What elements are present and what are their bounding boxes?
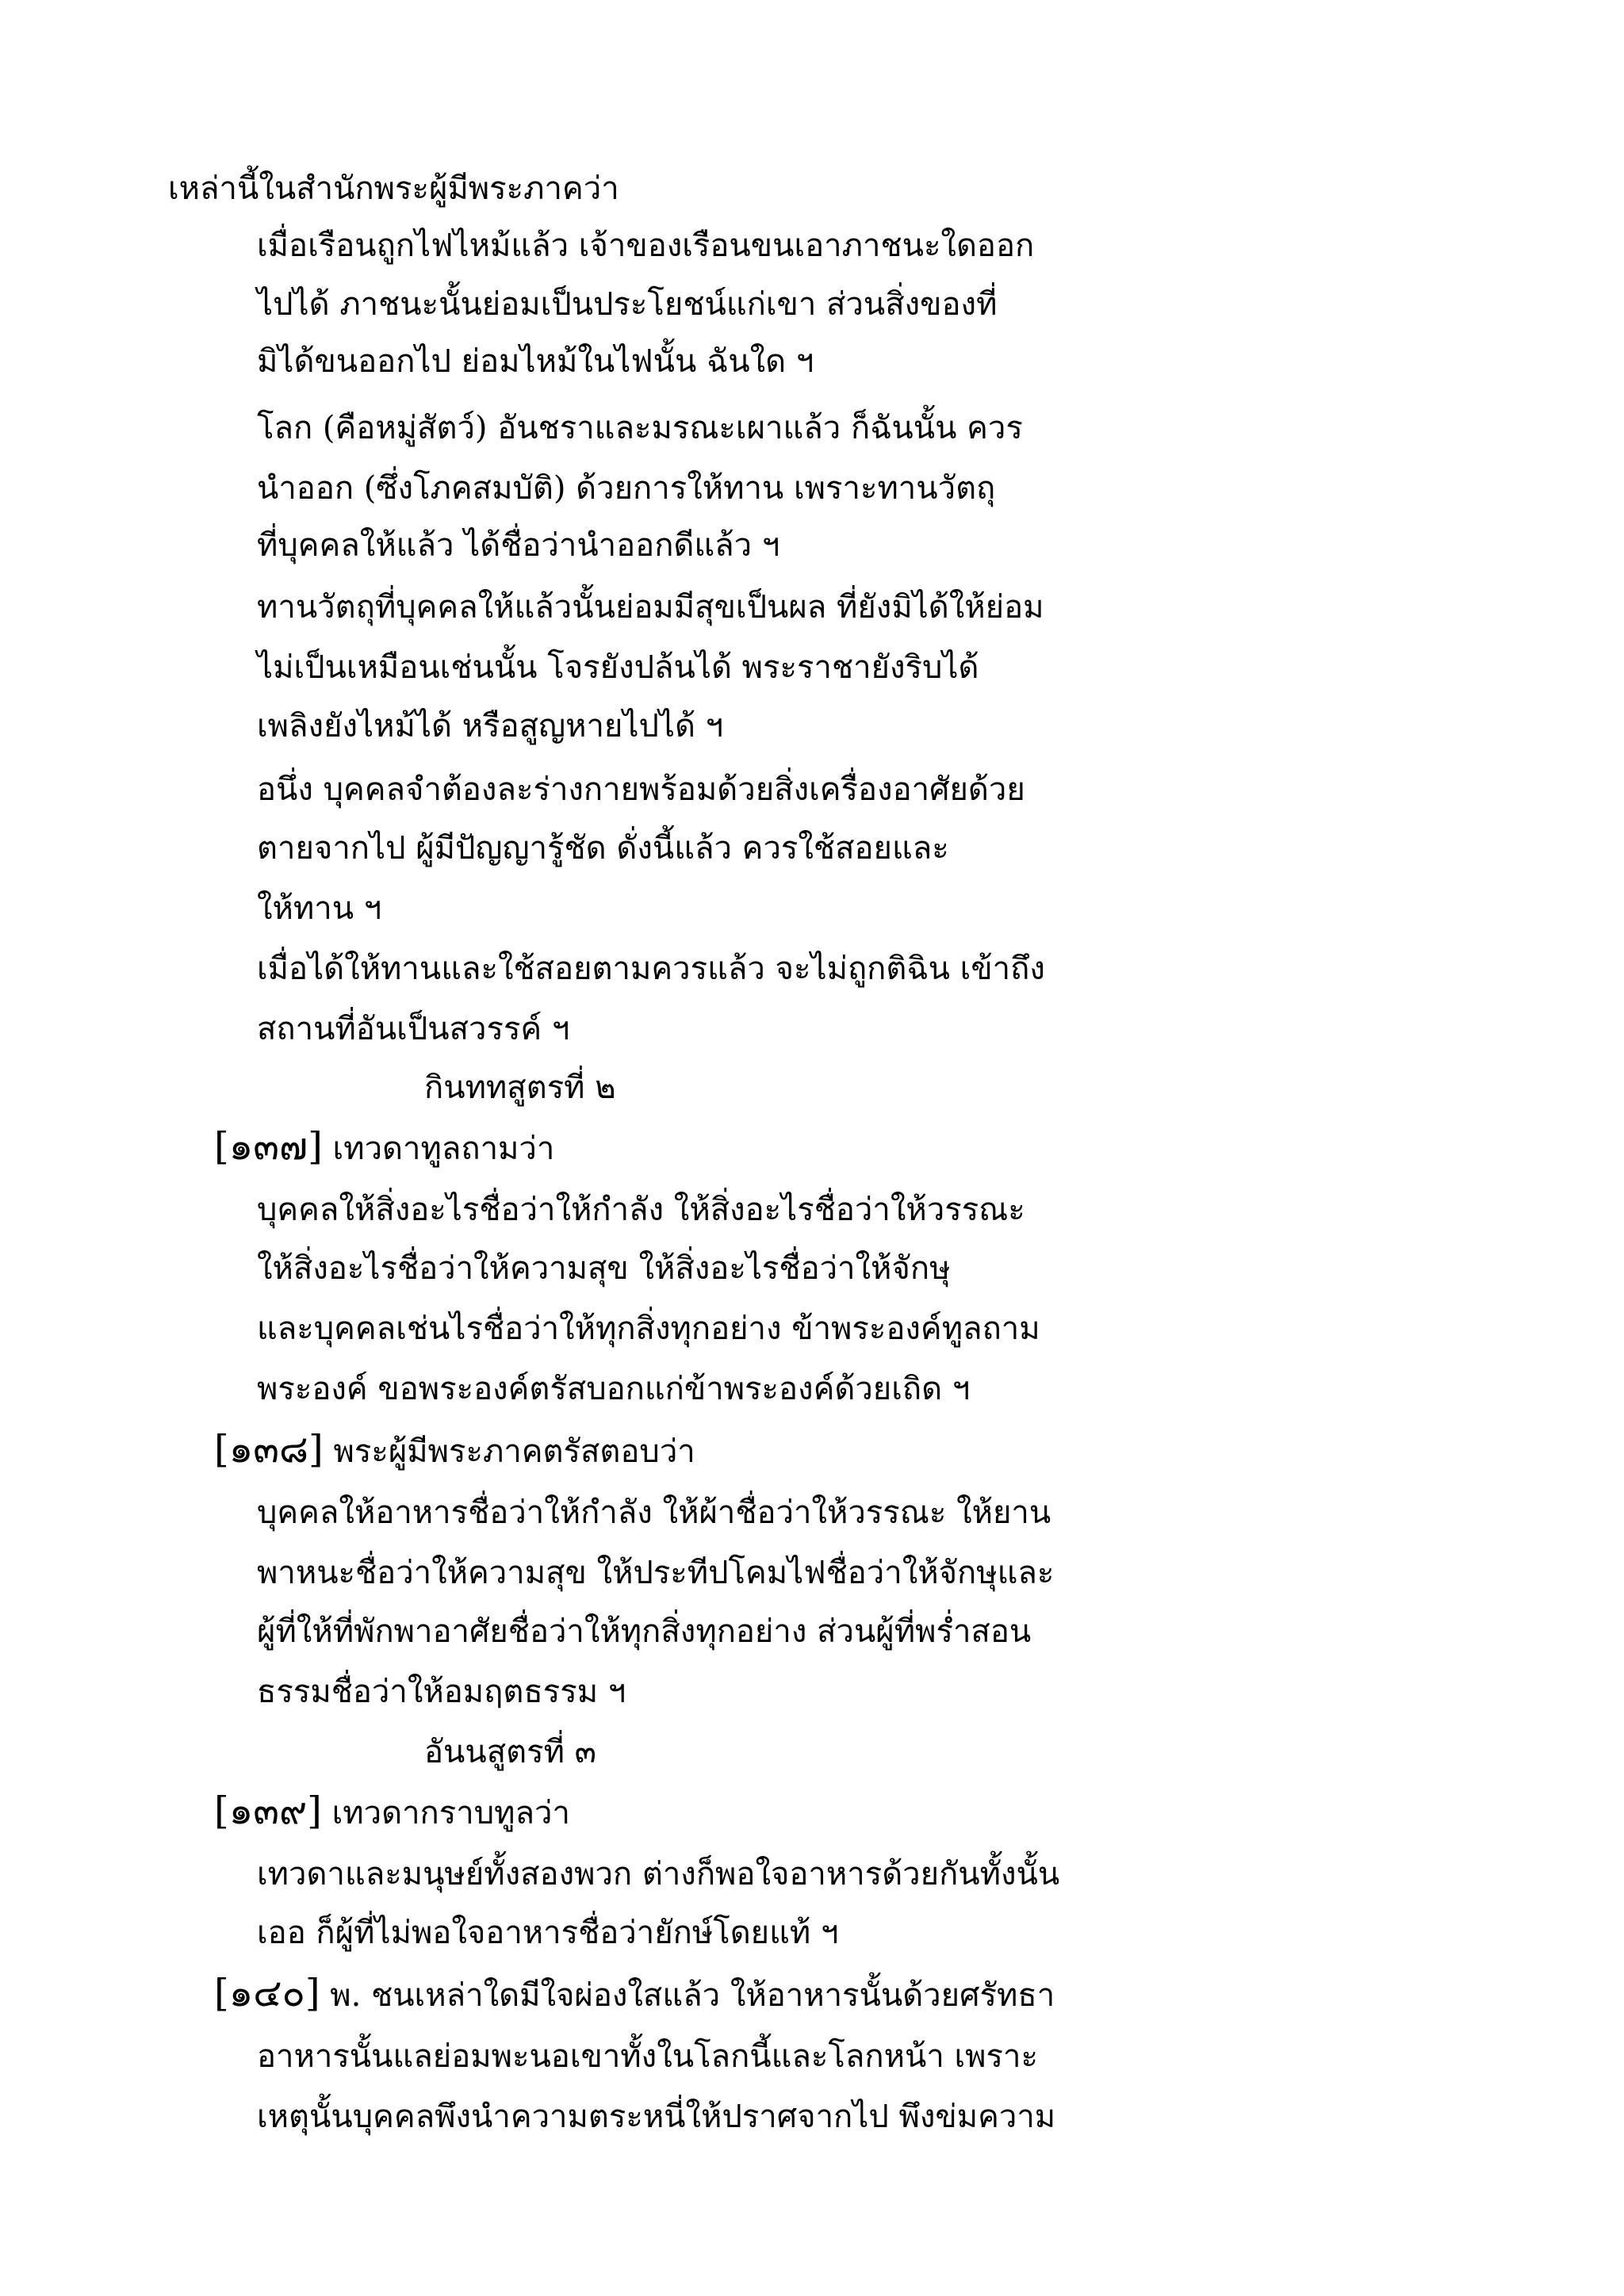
section-title: กินททสูตรที่ ๒ bbox=[424, 1070, 616, 1106]
paragraph-number: [๑๓๗] bbox=[214, 1124, 323, 1169]
section-title: อันนสูตรที่ ๓ bbox=[424, 1734, 597, 1770]
verse-line: ทานวัตถุที่บุคคลให้แล้วนั้นย่อมมีสุขเป็นผล ที่ยังมิได้ให้ย่อม bbox=[257, 589, 1044, 626]
paragraph-number: [๑๓๘] bbox=[214, 1427, 324, 1471]
verse-line: ธรรมชื่อว่าให้อมฤตธรรม ฯ bbox=[257, 1674, 626, 1710]
verse-line: ให้ทาน ฯ bbox=[257, 890, 382, 927]
verse-line: นำออก (ซึ่งโภคสมบัติ) ด้วยการให้ทาน เพราะทานวัตถุ bbox=[257, 470, 996, 507]
paragraph-text: พระผู้มีพระภาคตรัสตอบว่า bbox=[333, 1433, 695, 1470]
verse-line: สถานที่อันเป็นสวรรค์ ฯ bbox=[257, 1011, 570, 1047]
verse-line: เทวดาและมนุษย์ทั้งสองพวก ต่างก็พอใจอาหารด้วยกันทั้งนั้น bbox=[257, 1856, 1060, 1892]
verse-line: บุคคลให้สิ่งอะไรชื่อว่าให้กำลัง ให้สิ่งอะไรชื่อว่าให้วรรณะ bbox=[257, 1192, 1025, 1228]
paragraph-138 bbox=[214, 1427, 695, 1474]
verse-line: เหตุนั้นบุคคลพึงนำความตระหนี่ให้ปราศจากไป พึงข่มความ bbox=[257, 2099, 1056, 2135]
paragraph-139 bbox=[214, 1789, 570, 1835]
verse-line: ให้สิ่งอะไรชื่อว่าให้ความสุข ให้สิ่งอะไรชื่อว่าให้จักษุ bbox=[257, 1250, 951, 1287]
verse-line: อนึ่ง บุคคลจำต้องละร่างกายพร้อมด้วยสิ่งเครื่องอาศัยด้วย bbox=[257, 771, 1025, 808]
verse-line: อาหารนั้นแลย่อมพะนอเขาทั้งในโลกนี้และโลกหน้า เพราะ bbox=[257, 2038, 1038, 2075]
paragraph-text: พ. ชนเหล่าใดมีใจผ่องใสแล้ว ให้อาหารนั้นด้วยศรัทธา bbox=[330, 1977, 1055, 2014]
paragraph-number: [๑๓๙] bbox=[214, 1789, 322, 1833]
paragraph-number: [๑๔๐] bbox=[214, 1971, 320, 2015]
paragraph-text: เทวดาทูลถามว่า bbox=[332, 1131, 555, 1167]
paragraph-137 bbox=[214, 1124, 554, 1171]
verse-line: ที่บุคคลให้แล้ว ได้ชื่อว่านำออกดีแล้ว ฯ bbox=[257, 527, 780, 564]
verse-line: เพลิงยังไหม้ได้ หรือสูญหายไปได้ ฯ bbox=[257, 708, 724, 744]
verse-line: ตายจากไป ผู้มีปัญญารู้ชัด ดั่งนี้แล้ว ควรใช้สอยและ bbox=[257, 830, 949, 867]
verse-line: พระองค์ ขอพระองค์ตรัสบอกแก่ข้าพระองค์ด้วยเถิด ฯ bbox=[257, 1371, 971, 1407]
verse-line: ผู้ที่ให้ที่พักพาอาศัยชื่อว่าให้ทุกสิ่งทุกอย่าง ส่วนผู้ที่พร่ำสอน bbox=[257, 1613, 1032, 1650]
verse-line: ไม่เป็นเหมือนเช่นนั้น โจรยังปล้นได้ พระราชายังริบได้ bbox=[257, 649, 979, 686]
verse-line: พาหนะชื่อว่าให้ความสุข ให้ประทีปโคมไฟชื่อว่าให้จักษุและ bbox=[257, 1555, 1055, 1591]
intro-line: เหล่านี้ในสำนักพระผู้มีพระภาคว่า bbox=[168, 170, 619, 207]
paragraph-text: เทวดากราบทูลว่า bbox=[331, 1795, 570, 1831]
verse-line: บุคคลให้อาหารชื่อว่าให้กำลัง ให้ผ้าชื่อว่าให้วรรณะ ให้ยาน bbox=[257, 1494, 1051, 1531]
verse-line: มิได้ขนออกไป ย่อมไหม้ในไฟนั้น ฉันใด ฯ bbox=[257, 343, 814, 380]
verse-line: โลก (คือหมู่สัตว์) อันชราและมรณะเผาแล้ว ก็ฉันนั้น ควร bbox=[257, 410, 1023, 446]
verse-line: เออ ก็ผู้ที่ไม่พอใจอาหารชื่อว่ายักษ์โดยแท้ ฯ bbox=[257, 1915, 839, 1951]
verse-line: เมื่อเรือนถูกไฟไหม้แล้ว เจ้าของเรือนขนเอาภาชนะใดออก bbox=[257, 228, 1035, 264]
paragraph-140 bbox=[214, 1971, 1055, 2018]
verse-line: และบุคคลเช่นไรชื่อว่าให้ทุกสิ่งทุกอย่าง ข้าพระองค์ทูลถาม bbox=[257, 1311, 1040, 1347]
verse-line: เมื่อได้ให้ทานและใช้สอยตามควรแล้ว จะไม่ถูกติฉิน เข้าถึง bbox=[257, 951, 1045, 987]
verse-line: ไปได้ ภาชนะนั้นย่อมเป็นประโยชน์แก่เขา ส่วนสิ่งของที่ bbox=[257, 286, 998, 323]
